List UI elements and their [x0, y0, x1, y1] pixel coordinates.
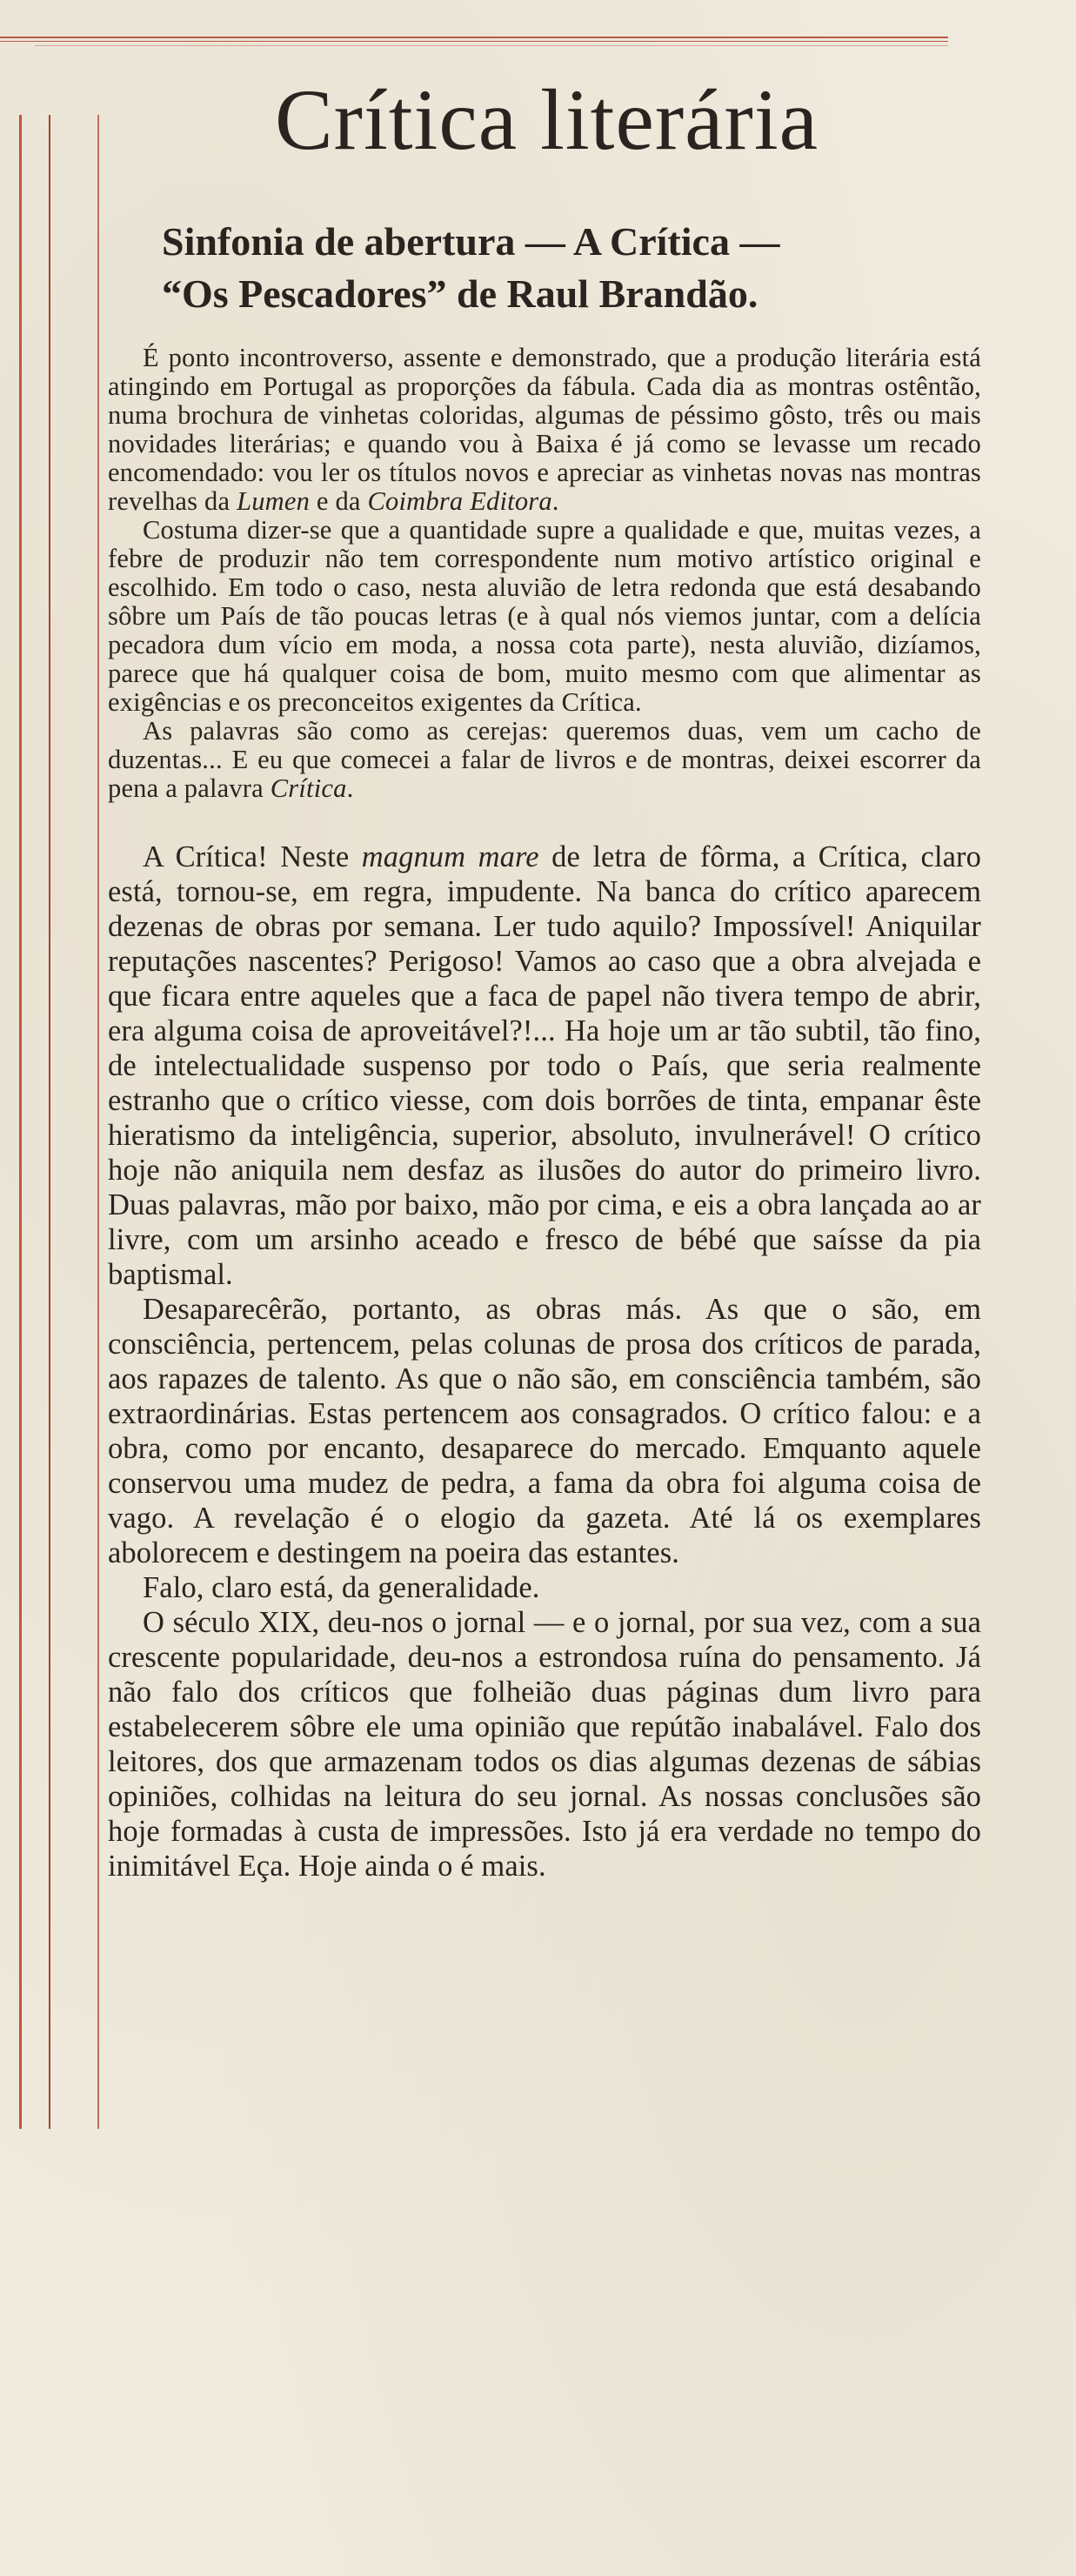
- subtitle-line-1: Sinfonia de abertura — A Crítica —: [162, 219, 780, 264]
- left-margin-rule-middle: [49, 115, 50, 2129]
- paragraph-3-text: As palavras são como as cerejas: queremos duas, vem um cacho de duzentas... E eu que comecei a falar de livros e de montras, deixei escorrer da pena a palavra: [108, 716, 981, 803]
- paragraph-1-text: É ponto incontroverso, assente e demonstrado, que a produção literária está atingindo em Portugal as proporções da fábula. Cada dia as montras ostêntão, numa brochura de vinhetas coloridas, algumas de péssimo gôsto, três ou mais novidades literárias; e quando vou à Baixa é já como se levasse um recado encomendado: vou ler os títulos novos e apreciar as vinhetas novas nas montras revelhas da: [108, 343, 981, 516]
- top-decorative-rule-thin: [35, 45, 948, 49]
- paragraph-3-text-b: .: [346, 773, 354, 803]
- paragraph-4-text: A Crítica! Neste: [143, 840, 362, 873]
- paragraph-1-text-c: .: [551, 486, 559, 516]
- paragraph-4-text-b: de letra de fôrma, a Crítica, claro está, tornou-se, em regra, impudente. Na banca do crítico aparecem dezenas de obras por semana. Ler tudo aquilo? Impossível! Aniquilar reputações nascentes? Perigoso! Vamos ao caso que a obra alvejada e que ficara entre aqueles que a faca de papel não tivera tempo de abrir, era alguma coisa de aproveitável?!... Ha hoje um ar tão subtil, tão fino, de intelectualidade suspenso por todo o País, que seria realmente estranho que o crítico viesse, com dois borrões de tinta, empanar êste hieratismo da inteligência, superior, absoluto, invulnerável! O crítico hoje não aniquila nem desfaz as ilusões do autor do primeiro livro. Duas palavras, mão por baixo, mão por cima, e eis a obra lançada ao ar livre, com um arsinho aceado e fresco de bébé que saísse da pia baptismal.: [108, 840, 981, 1291]
- paragraph-1-text-b: e da: [310, 486, 368, 516]
- paragraph-1: [108, 344, 981, 516]
- paragraph-7: O século XIX, deu-nos o jornal — e o jornal, por sua vez, com a sua crescente popularidade, deu-nos a estrondosa ruína do pensamento. Já não falo dos críticos que folheião duas páginas dum livro para estabelecerem sôbre ele uma opinião que repútão inabalável. Falo dos leitores, dos que armazenam todos os dias algumas dezenas de sábias opiniões, colhidas na leitura do seu jornal. As nossas conclusões são hoje formadas à custa de impressões. Isto já era verdade no tempo do inimitável Eça. Hoje ainda o é mais.: [108, 1606, 981, 1883]
- article-subtitle: [162, 216, 927, 320]
- publisher-lumen: Lumen: [237, 486, 311, 516]
- left-margin-rule-outer: [19, 115, 22, 2129]
- page-title: Crítica literária: [274, 71, 819, 168]
- phrase-magnum-mare: magnum mare: [361, 840, 539, 873]
- top-decorative-rule: [0, 37, 948, 42]
- left-margin-rule-inner: [97, 115, 99, 2129]
- publisher-coimbra-editora: Coimbra Editora: [367, 486, 552, 516]
- paragraph-2: Costuma dizer-se que a quantidade supre a qualidade e que, muitas vezes, a febre de produzir não tem correspondente num motivo artístico original e escolhido. Em todo o caso, nesta aluvião de letra redonda que está desabando sôbre um País de tão poucas letras (e à qual nós viemos juntar, com a delícia pecadora dum vício em moda, a nossa cota parte), nesta aluvião, dizíamos, parece que há qualquer coisa de bom, muito mesmo com que alimentar as exigências e os preconceitos exigentes da Crítica.: [108, 515, 981, 717]
- paragraph-3: [108, 717, 981, 803]
- section-gap: [108, 803, 981, 840]
- paragraph-4: [108, 840, 981, 1292]
- subtitle-line-2: “Os Pescadores” de Raul Brandão.: [162, 271, 759, 316]
- word-critica: Crítica: [270, 773, 347, 803]
- paragraph-5: Desaparecêrão, portanto, as obras más. As que o são, em consciência, pertencem, pelas colunas de prosa dos críticos de parada, aos rapazes de talento. As que o não são, em consciência também, são extraordinárias. Estas pertencem aos consagrados. O crítico falou: e a obra, como por encanto, desaparece do mercado. Emquanto aquele conservou uma mudez de pedra, a fama da obra foi alguma coisa de vago. A revelação é o elogio da gazeta. Até lá os exemplares abolorecem e destingem na poeira das estantes.: [108, 1293, 981, 1569]
- paragraph-6: Falo, claro está, da generalidade.: [143, 1571, 540, 1604]
- article-body: [108, 344, 981, 1883]
